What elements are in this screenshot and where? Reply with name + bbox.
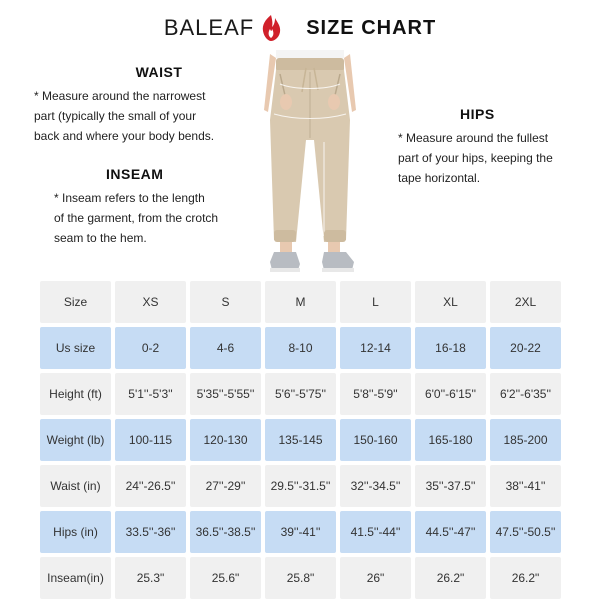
- table-cell: 120-130: [190, 419, 261, 461]
- header: [0, 0, 600, 56]
- table-cell: 32''-34.5'': [340, 465, 411, 507]
- table-cell: 24''-26.5'': [115, 465, 186, 507]
- table-cell: 16-18: [415, 327, 486, 369]
- size-chart-table: [40, 281, 564, 599]
- row-header-cell: Waist (in): [40, 465, 111, 507]
- table-cell: 8-10: [265, 327, 336, 369]
- table-cell: 25.8": [265, 557, 336, 599]
- table-cell: 33.5''-36'': [115, 511, 186, 553]
- table-cell: M: [265, 281, 336, 323]
- table-cell: 26": [340, 557, 411, 599]
- table-cell: 36.5''-38.5'': [190, 511, 261, 553]
- inseam-heading: INSEAM: [106, 166, 164, 182]
- waist-section: [34, 62, 244, 146]
- table-cell: 38''-41'': [490, 465, 561, 507]
- table-cell: XL: [415, 281, 486, 323]
- table-cell: 39''-41'': [265, 511, 336, 553]
- table-cell: XS: [115, 281, 186, 323]
- waist-line: part (typically the small of your: [34, 109, 197, 123]
- hips-line: part of your hips, keeping the: [398, 151, 553, 165]
- table-cell: 29.5''-31.5'': [265, 465, 336, 507]
- table-cell: 100-115: [115, 419, 186, 461]
- table-cell: 5'8''-5'9'': [340, 373, 411, 415]
- waist-heading: WAIST: [135, 64, 183, 80]
- table-cell: 26.2": [490, 557, 561, 599]
- inseam-line: of the garment, from the crotch: [54, 211, 219, 225]
- page-title: SIZE CHART: [306, 16, 437, 39]
- table-cell: L: [340, 281, 411, 323]
- flame-logo-icon: [256, 13, 286, 43]
- table-cell: 6'2''-6'35'': [490, 373, 561, 415]
- inseam-section: [54, 164, 254, 248]
- table-cell: 12-14: [340, 327, 411, 369]
- inseam-line: seam to the hem.: [54, 231, 147, 245]
- hips-line: tape horizontal.: [398, 171, 481, 185]
- table-cell: 5'1''-5'3'': [115, 373, 186, 415]
- row-header-cell: Inseam(in): [40, 557, 111, 599]
- table-cell: 6'0''-6'15'': [415, 373, 486, 415]
- model-pants-illustration: [250, 50, 370, 276]
- brand: [164, 13, 290, 43]
- table-cell: 41.5''-44'': [340, 511, 411, 553]
- table-cell: 5'35''-5'55'': [190, 373, 261, 415]
- table-cell: 165-180: [415, 419, 486, 461]
- table-cell: 2XL: [490, 281, 561, 323]
- table-cell: 25.3": [115, 557, 186, 599]
- waist-line: * Measure around the narrowest: [34, 89, 206, 103]
- inseam-line: * Inseam refers to the length: [54, 191, 205, 205]
- row-header-cell: Size: [40, 281, 111, 323]
- hips-heading: HIPS: [460, 106, 495, 122]
- table-cell: 185-200: [490, 419, 561, 461]
- table-cell: 20-22: [490, 327, 561, 369]
- row-header-cell: Us size: [40, 327, 111, 369]
- row-header-cell: Hips (in): [40, 511, 111, 553]
- row-header-cell: Height (ft): [40, 373, 111, 415]
- table-cell: 25.6": [190, 557, 261, 599]
- table-cell: 47.5''-50.5'': [490, 511, 561, 553]
- table-cell: 4-6: [190, 327, 261, 369]
- brand-name: BALEAF: [163, 15, 255, 40]
- hips-line: * Measure around the fullest: [398, 131, 549, 145]
- table-cell: S: [190, 281, 261, 323]
- table-cell: 135-145: [265, 419, 336, 461]
- table-cell: 35''-37.5'': [415, 465, 486, 507]
- table-cell: 27''-29'': [190, 465, 261, 507]
- table-cell: 5'6''-5'75'': [265, 373, 336, 415]
- table-cell: 150-160: [340, 419, 411, 461]
- table-cell: 44.5''-47'': [415, 511, 486, 553]
- hips-section: [398, 104, 588, 188]
- table-cell: 0-2: [115, 327, 186, 369]
- table-cell: 26.2": [415, 557, 486, 599]
- row-header-cell: Weight (lb): [40, 419, 111, 461]
- waist-line: back and where your body bends.: [34, 129, 215, 143]
